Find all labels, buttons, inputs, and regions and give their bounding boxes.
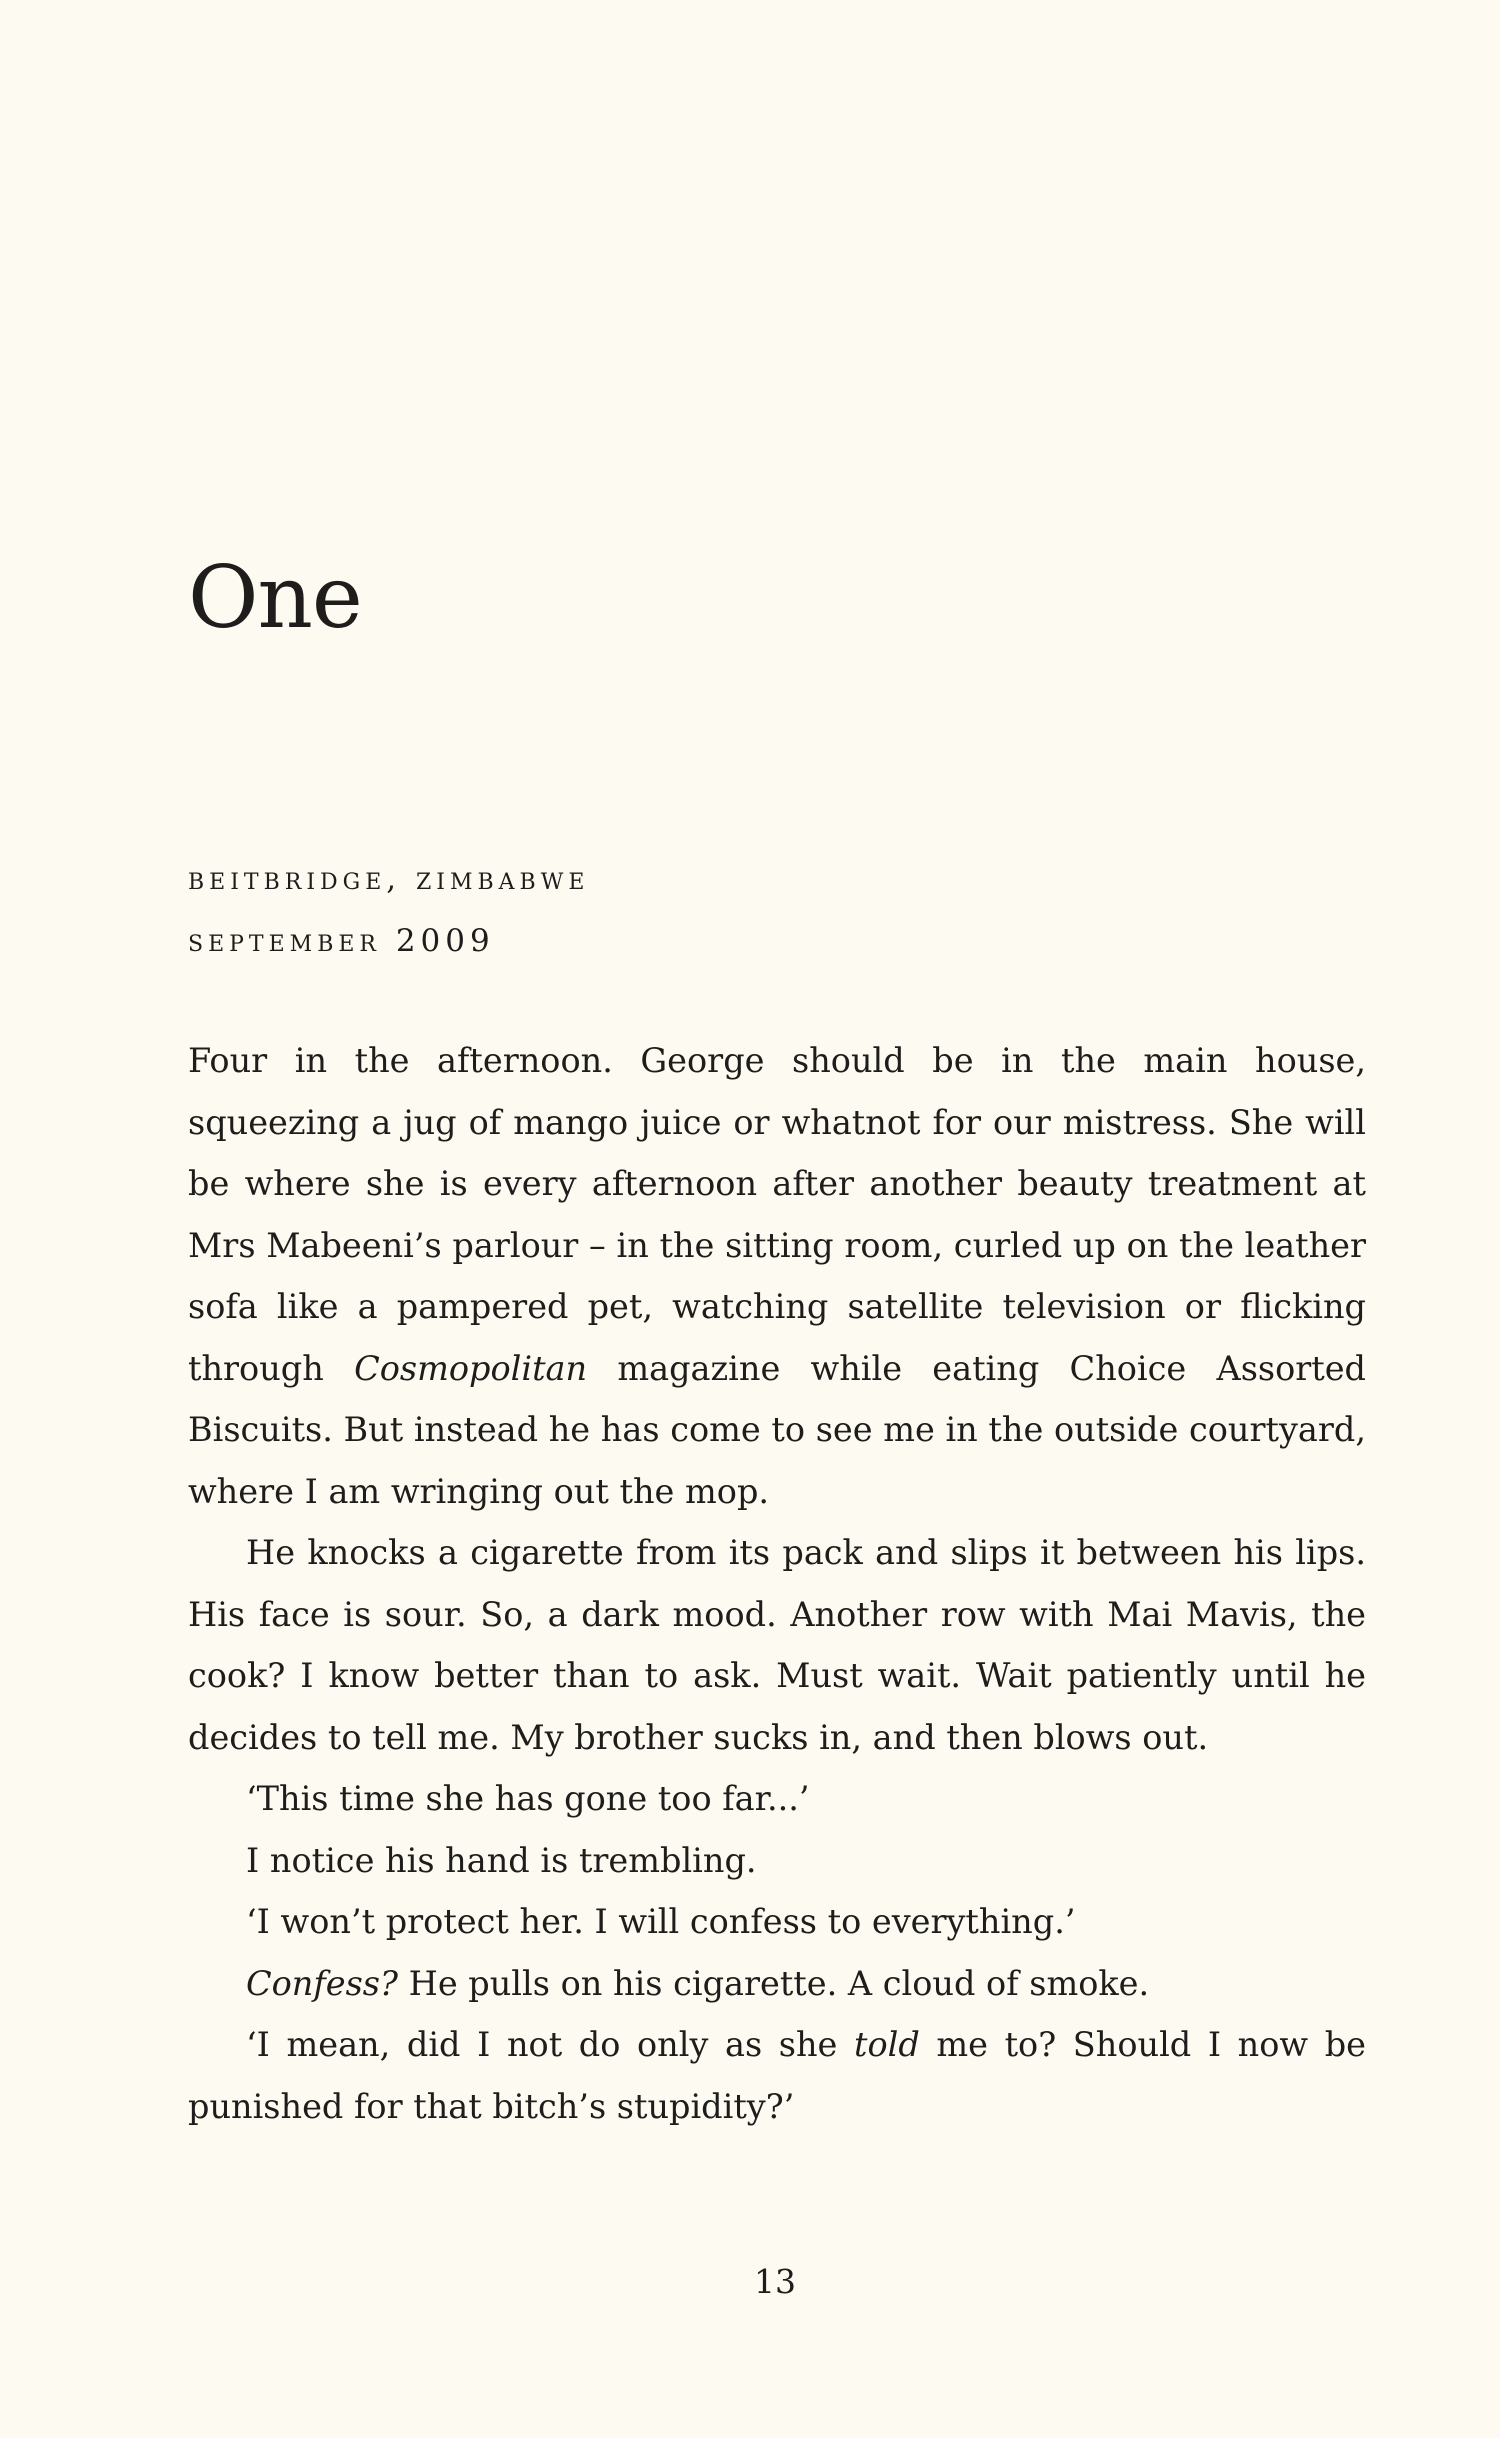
paragraph-2: He knocks a cigarette from its pack and slips it between his lips. His face is sour. So, a dark mood. Another row with Mai Mavis, the cook? I know better than to ask. Must wait. Wait patiently until he decides to tell me. My brother sucks in, and then blows out.: [188, 1533, 1366, 1757]
magazine-title: Cosmopolitan: [354, 1348, 588, 1388]
chapter-location: beitbridge, zimbabwe: [188, 861, 590, 897]
chapter-title: One: [188, 548, 362, 648]
page-number: 13: [754, 2262, 796, 2301]
chapter-date: september 2009: [188, 923, 495, 959]
emphasis-told: told: [853, 2025, 920, 2064]
paragraph-5: ‘I won’t protect her. I will confess to everything.’: [246, 1902, 1076, 1941]
paragraph-3: ‘This time she has gone too far...’: [246, 1779, 810, 1818]
paragraph-7: ‘I mean, did I not do only as she told me to? Should I now be punished for that bitch’s stupidity?’: [188, 2025, 1366, 2126]
emphasis-confess: Confess?: [246, 1963, 398, 2003]
paragraph-1: Four in the afternoon. George should be in the main house, squeezing a jug of mango juice or whatnot for our mistress. She will be where she is every afternoon after another beauty treatment at Mrs Mabeeni’s parlour – in the sitting room, curled up on the leather sofa like a pampered pet, watching satellite television or flicking through Cosmopolitan magazine while eating Choice Assorted Biscuits. But instead he has come to see me in the outside courtyard, where I am wringing out the mop.: [188, 1041, 1366, 1511]
paragraph-6: Confess? He pulls on his cigarette. A cloud of smoke.: [246, 1963, 1150, 2003]
paragraph-4: I notice his hand is trembling.: [246, 1840, 757, 1880]
body-text: [188, 1030, 1366, 2137]
